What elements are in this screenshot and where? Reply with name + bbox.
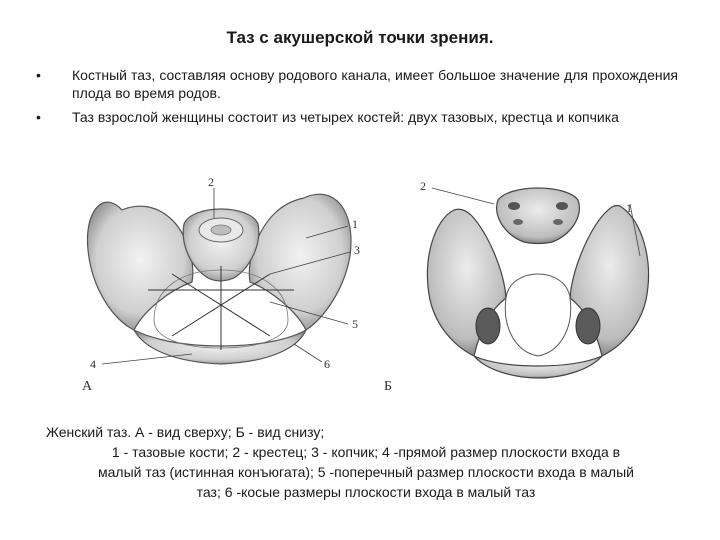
bullet-list [36,66,678,132]
bullet-item [36,108,678,126]
bullet-marker: • [36,109,41,125]
slide-title: Таз с акушерской точки зрения. [226,28,494,47]
bullet-text: Костный таз, составляя основу родового канала, имеет большое значение для прохождения плода во время родов. [72,67,678,101]
label-a-4: 4 [90,357,96,371]
label-a-5: 5 [352,317,358,331]
pelvis-figure [74,170,674,410]
label-a-2: 2 [208,175,214,189]
label-b-1: 1 [626,201,632,215]
view-b-letter: Б [384,379,393,394]
bullet-item [36,66,678,102]
label-a-3: 3 [354,243,360,257]
caption-line-3: малый таз (истинная конъюгата); 5 -поперечный размер плоскости входа в малый [98,464,634,480]
bullet-marker: • [36,67,41,83]
figure-caption [46,422,686,502]
view-a-letter: А [82,379,93,394]
label-a-1: 1 [352,217,358,231]
caption-line-1: Женский таз. А - вид сверху; Б - вид снизу; [46,424,325,440]
bullet-text: Таз взрослой женщины состоит из четырех костей: двух тазовых, крестца и копчика [72,109,619,125]
caption-line-4: таз; 6 -косые размеры плоскости входа в малый таз [196,484,536,500]
pelvis-view-b-illustration [427,188,648,378]
label-b-2: 2 [420,179,426,193]
caption-line-2: 1 - тазовые кости; 2 - крестец; 3 - копчик; 4 -прямой размер плоскости входа в [111,444,621,460]
pelvis-view-a-illustration [87,188,351,364]
label-a-6: 6 [324,357,330,371]
